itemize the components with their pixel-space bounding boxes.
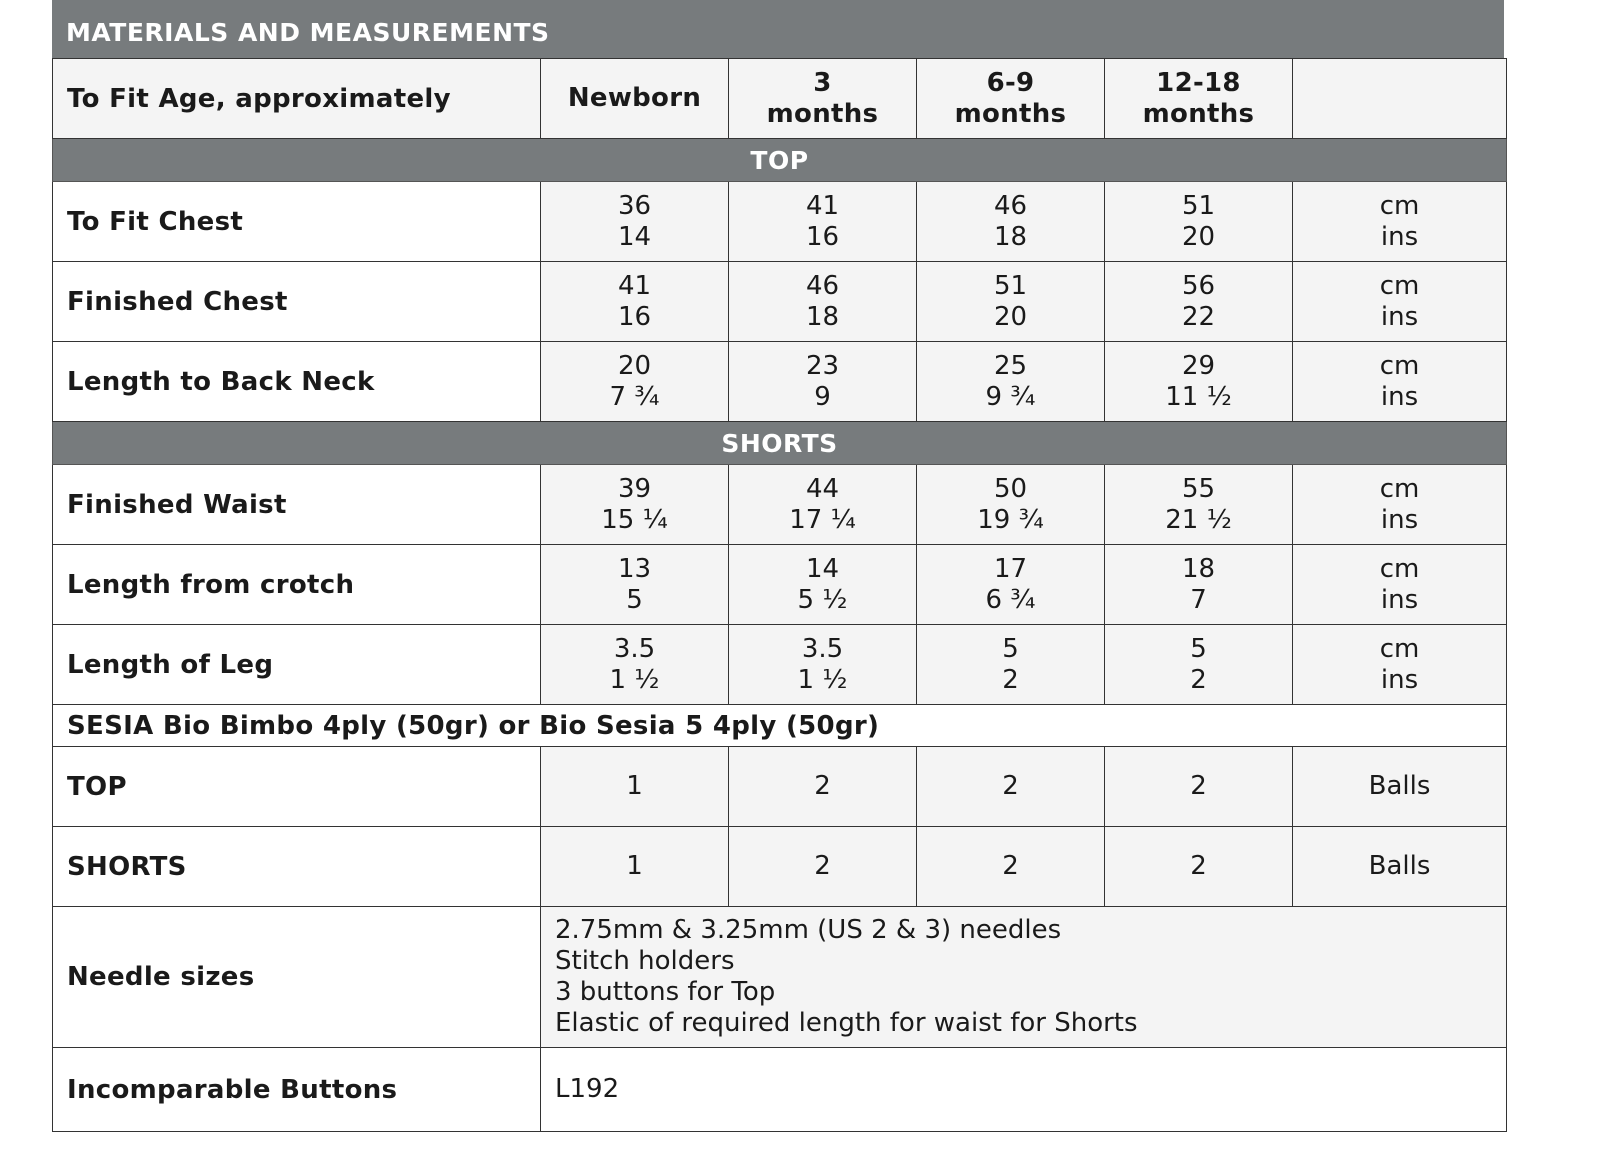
ins-value: 1 ½ <box>797 664 848 695</box>
ins-value: 14 <box>617 221 652 252</box>
cm-value: 51 <box>1181 190 1216 221</box>
cm-value: 36 <box>617 190 652 221</box>
needle-row <box>53 907 1507 1048</box>
measurement-cell <box>1105 182 1293 262</box>
ins-value: 7 <box>1190 584 1207 615</box>
row-label: SHORTS <box>53 827 541 907</box>
measurement-row <box>53 625 1507 705</box>
needle-label: Needle sizes <box>53 907 541 1048</box>
ins-value: 16 <box>617 301 652 332</box>
balls-count: 2 <box>729 747 917 827</box>
buttons-label: Incomparable Buttons <box>53 1048 541 1132</box>
top-measurements <box>53 182 1507 422</box>
cm-value: 56 <box>1181 270 1216 301</box>
needle-list <box>541 907 1507 1048</box>
balls-count: 2 <box>1105 747 1293 827</box>
ins-value: 6 ¾ <box>985 584 1036 615</box>
shorts-measurements <box>53 465 1507 705</box>
row-label: TOP <box>53 747 541 827</box>
balls-count: 2 <box>729 827 917 907</box>
measurement-cell <box>917 625 1105 705</box>
measurements-table <box>52 58 1507 1132</box>
unit-cell: Balls <box>1293 747 1507 827</box>
age-label: To Fit Age, approximately <box>53 59 541 139</box>
measurement-cell <box>917 182 1105 262</box>
needle-item: Elastic of required length for waist for Shorts <box>555 1008 1138 1038</box>
unit-cell <box>1293 342 1507 422</box>
balls-count: 2 <box>917 747 1105 827</box>
cm-value: 39 <box>617 473 652 504</box>
balls-count: 1 <box>541 827 729 907</box>
unit-ins: ins <box>1380 301 1419 332</box>
cm-value: 46 <box>805 270 840 301</box>
unit-cell <box>1293 262 1507 342</box>
section-header-top <box>53 139 1507 182</box>
size-header: Newborn <box>541 59 729 139</box>
cm-value: 14 <box>805 553 840 584</box>
measurement-cell <box>541 625 729 705</box>
measurement-cell <box>1105 465 1293 545</box>
yarn-label: SESIA Bio Bimbo 4ply (50gr) or Bio Sesia 5 4ply (50gr) <box>53 705 1507 747</box>
ins-value: 19 ¾ <box>977 504 1044 535</box>
cm-value: 41 <box>805 190 840 221</box>
ins-value: 17 ¼ <box>789 504 856 535</box>
unit-cm: cm <box>1379 473 1420 504</box>
row-label: Length of Leg <box>53 625 541 705</box>
ins-value: 2 <box>1002 664 1019 695</box>
measurement-cell <box>729 465 917 545</box>
balls-row <box>53 827 1507 907</box>
yarn-quantities <box>53 747 1507 907</box>
buttons-row <box>53 1048 1507 1132</box>
row-label: To Fit Chest <box>53 182 541 262</box>
measurement-row <box>53 182 1507 262</box>
ins-value: 22 <box>1181 301 1216 332</box>
cm-value: 51 <box>993 270 1028 301</box>
measurement-cell <box>541 182 729 262</box>
balls-count: 2 <box>1105 827 1293 907</box>
ins-value: 5 <box>626 584 643 615</box>
unit-header <box>1293 59 1507 139</box>
ins-value: 9 ¾ <box>985 381 1036 412</box>
measurement-cell <box>541 262 729 342</box>
measurement-cell <box>541 545 729 625</box>
ins-value: 15 ¼ <box>601 504 668 535</box>
cm-value: 18 <box>1181 553 1216 584</box>
balls-row <box>53 747 1507 827</box>
age-row <box>53 59 1507 139</box>
unit-cm: cm <box>1379 270 1420 301</box>
section-header-shorts <box>53 422 1507 465</box>
cm-value: 3.5 <box>613 633 656 664</box>
cm-value: 55 <box>1181 473 1216 504</box>
cm-value: 25 <box>993 350 1028 381</box>
measurement-cell <box>1105 342 1293 422</box>
ins-value: 21 ½ <box>1165 504 1232 535</box>
ins-value: 7 ¾ <box>609 381 660 412</box>
ins-value: 20 <box>1181 221 1216 252</box>
balls-count: 1 <box>541 747 729 827</box>
measurement-cell <box>1105 625 1293 705</box>
size-header: 6-9 months <box>917 59 1105 139</box>
size-header: 3 months <box>729 59 917 139</box>
unit-cell <box>1293 545 1507 625</box>
ins-value: 18 <box>993 221 1028 252</box>
measurement-cell <box>729 262 917 342</box>
ins-value: 16 <box>805 221 840 252</box>
section-title: TOP <box>53 139 1507 182</box>
measurement-row <box>53 465 1507 545</box>
unit-cm: cm <box>1379 553 1420 584</box>
section-title: SHORTS <box>53 422 1507 465</box>
size-header: 12-18 months <box>1105 59 1293 139</box>
unit-cm: cm <box>1379 350 1420 381</box>
cm-value: 23 <box>805 350 840 381</box>
measurement-cell <box>917 342 1105 422</box>
cm-value: 5 <box>1002 633 1019 664</box>
cm-value: 17 <box>993 553 1028 584</box>
row-label: Finished Waist <box>53 465 541 545</box>
unit-cm: cm <box>1379 633 1420 664</box>
measurement-cell <box>541 342 729 422</box>
cm-value: 5 <box>1190 633 1207 664</box>
unit-cm: cm <box>1379 190 1420 221</box>
cm-value: 13 <box>617 553 652 584</box>
measurement-cell <box>1105 545 1293 625</box>
ins-value: 20 <box>993 301 1028 332</box>
measurement-cell <box>729 545 917 625</box>
cm-value: 46 <box>993 190 1028 221</box>
ins-value: 2 <box>1190 664 1207 695</box>
cm-value: 50 <box>993 473 1028 504</box>
ins-value: 9 <box>814 381 831 412</box>
needle-item: 2.75mm & 3.25mm (US 2 & 3) needles <box>555 915 1062 945</box>
ins-value: 18 <box>805 301 840 332</box>
measurement-cell <box>1105 262 1293 342</box>
unit-ins: ins <box>1380 221 1419 252</box>
row-label: Finished Chest <box>53 262 541 342</box>
unit-cell <box>1293 625 1507 705</box>
measurement-cell <box>729 342 917 422</box>
unit-ins: ins <box>1380 664 1419 695</box>
measurement-cell <box>917 465 1105 545</box>
unit-ins: ins <box>1380 381 1419 412</box>
unit-cell <box>1293 182 1507 262</box>
ins-value: 5 ½ <box>797 584 848 615</box>
unit-cell <box>1293 465 1507 545</box>
needle-item: 3 buttons for Top <box>555 977 776 1007</box>
measurement-cell <box>729 182 917 262</box>
yarn-row <box>53 705 1507 747</box>
cm-value: 44 <box>805 473 840 504</box>
measurement-cell <box>541 465 729 545</box>
needle-item: Stitch holders <box>555 946 735 976</box>
cm-value: 29 <box>1181 350 1216 381</box>
measurement-row <box>53 342 1507 422</box>
unit-ins: ins <box>1380 504 1419 535</box>
measurement-cell <box>917 545 1105 625</box>
ins-value: 1 ½ <box>609 664 660 695</box>
measurement-cell <box>917 262 1105 342</box>
measurement-cell <box>729 625 917 705</box>
unit-ins: ins <box>1380 584 1419 615</box>
ins-value: 11 ½ <box>1165 381 1232 412</box>
buttons-value: L192 <box>541 1048 1507 1132</box>
row-label: Length to Back Neck <box>53 342 541 422</box>
cm-value: 41 <box>617 270 652 301</box>
page-title: MATERIALS AND MEASUREMENTS <box>52 0 1504 58</box>
unit-cell: Balls <box>1293 827 1507 907</box>
measurement-row <box>53 545 1507 625</box>
balls-count: 2 <box>917 827 1105 907</box>
row-label: Length from crotch <box>53 545 541 625</box>
cm-value: 20 <box>617 350 652 381</box>
measurement-row <box>53 262 1507 342</box>
cm-value: 3.5 <box>801 633 844 664</box>
